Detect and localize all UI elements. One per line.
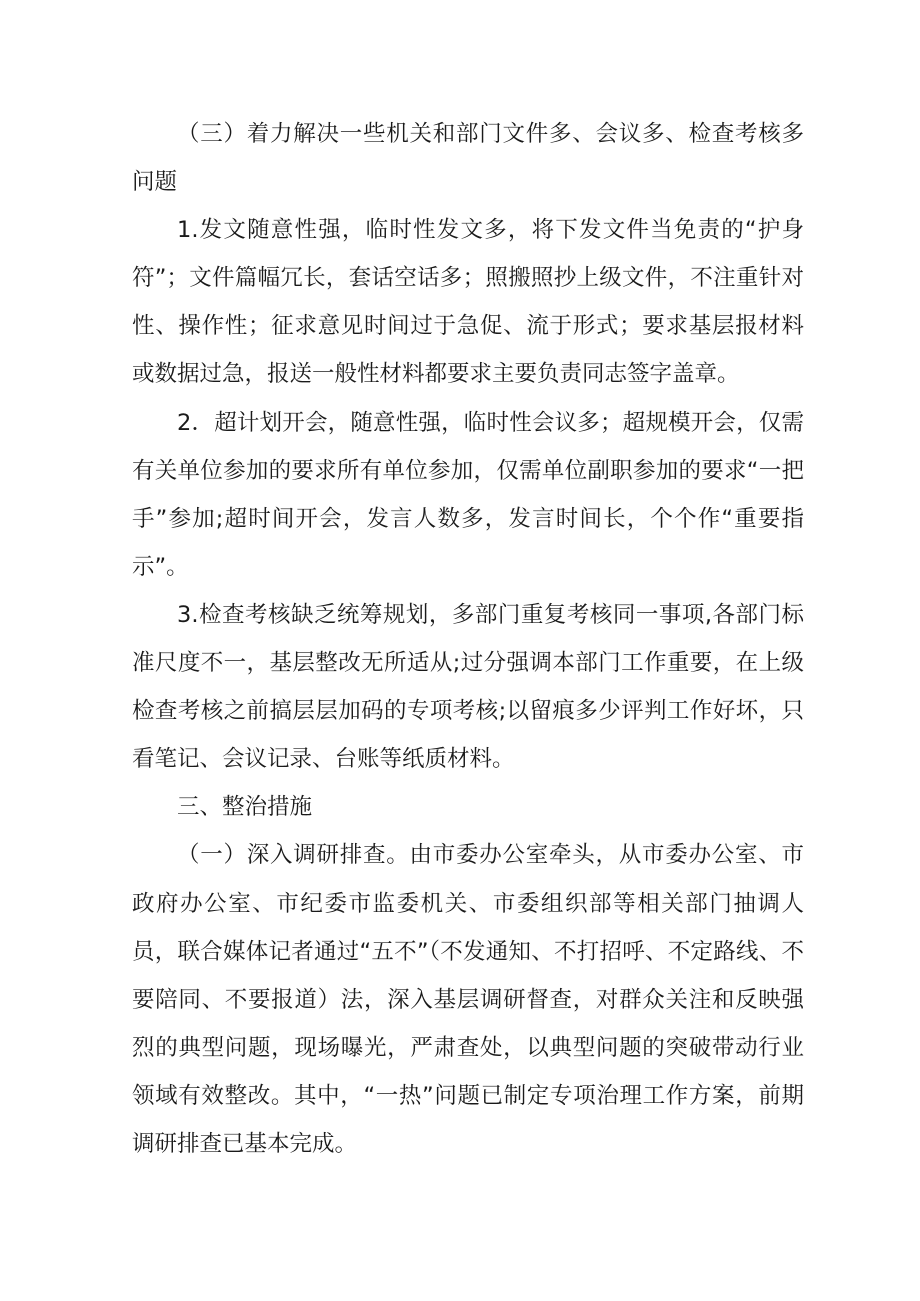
document-body (132, 110, 804, 1168)
subsection-paragraph-1: （一）深入调研排查。由市委办公室牵头，从市委办公室、市政府办公室、市纪委市监委机关、市委组织部等相关部门抽调人员，联合媒体记者通过“五不”（不发通知、不打招呼、不定路线、不要陪同、不要报道）法，深入基层调研督查，对群众关注和反映强烈的典型问题，现场曝光，严肃查处，以典型问题的突破带动行业领域有效整改。其中，“一热”问题已制定专项治理工作方案，前期调研排查已基本完成。 (132, 842, 804, 1157)
subsection-heading-3: （三）着力解决一些机关和部门文件多、会议多、检查考核多问题 (132, 121, 804, 196)
list-item-1: 1.发文随意性强，临时性发文多，将下发文件当免责的“护身符”；文件篇幅冗长，套话空话多；照搬照抄上级文件，不注重针对性、操作性；征求意见时间过于急促、流于形式；要求基层报材料或数据过急，报送一般性材料都要求主要负责同志签字盖章。 (132, 217, 804, 388)
section-heading-measures: 三、整治措施 (177, 794, 313, 821)
list-item-2: 2．超计划开会，随意性强，临时性会议多；超规模开会，仅需有关单位参加的要求所有单位参加，仅需单位副职参加的要求“一把手”参加;超时间开会，发言人数多，发言时间长，个个作“重要指示”。 (132, 409, 804, 580)
list-item-3: 3.检查考核缺乏统筹规划，多部门重复考核同一事项,各部门标准尺度不一，基层整改无所适从;过分强调本部门工作重要，在上级检查考核之前搞层层加码的专项考核;以留痕多少评判工作好坏，只看笔记、会议记录、台账等纸质材料。 (132, 601, 804, 773)
